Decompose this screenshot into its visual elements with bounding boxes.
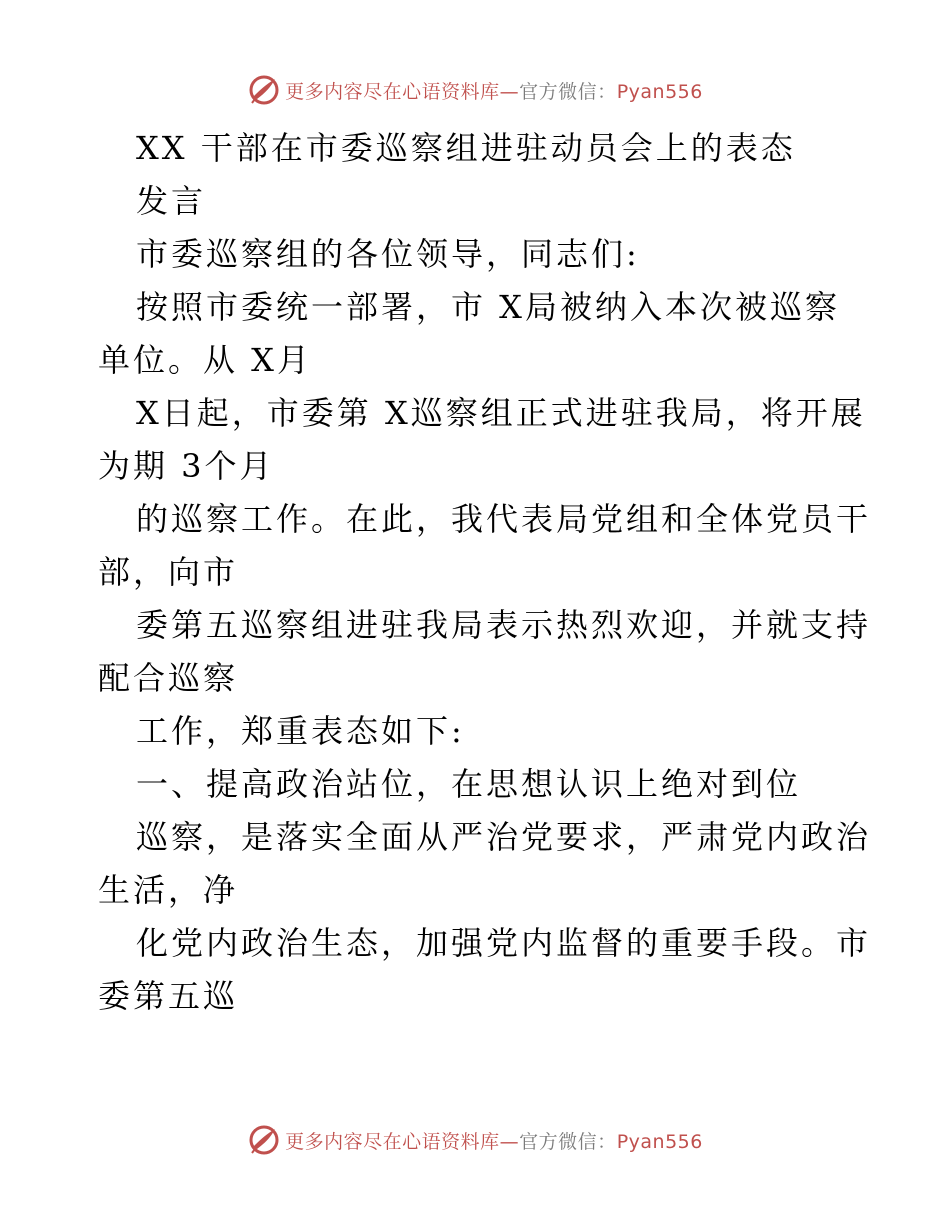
doc-line: 一、提高政治站位，在思想认识上绝对到位 <box>136 765 802 803</box>
doc-line: 为期 3个月 <box>98 447 275 485</box>
doc-line: 发言 <box>136 182 207 220</box>
watermark-main: 更多内容尽在心语资料库 <box>285 80 500 103</box>
doc-line: XX 干部在市委巡察组进驻动员会上的表态 <box>136 129 796 167</box>
doc-line: 工作，郑重表态如下: <box>136 712 465 750</box>
watermark-text <box>285 77 703 104</box>
doc-line: 配合巡察 <box>98 659 239 697</box>
doc-line: 生活，净 <box>98 871 239 909</box>
watermark-label: 官方微信： <box>519 80 617 103</box>
doc-line: X日起，市委第 X巡察组正式进驻我局，将开展 <box>136 394 866 432</box>
doc-line: 单位。从 X月 <box>98 341 312 379</box>
quill-pen-logo-icon <box>247 73 281 107</box>
doc-line: 委第五巡 <box>98 977 239 1015</box>
doc-line: 的巡察工作。在此，我代表局党组和全体党员干 <box>136 500 872 538</box>
watermark-handle: Pyan556 <box>616 1130 703 1153</box>
watermark-separator: — <box>499 1130 520 1153</box>
watermark-text <box>285 1127 703 1154</box>
doc-line: 巡察，是落实全面从严治党要求，严肃党内政治 <box>136 818 872 856</box>
doc-line: 化党内政治生态，加强党内监督的重要手段。市 <box>136 924 872 962</box>
watermark-label: 官方微信： <box>519 1130 617 1153</box>
doc-line: 市委巡察组的各位领导，同志们: <box>136 235 640 273</box>
watermark-handle: Pyan556 <box>616 80 703 103</box>
footer-watermark <box>0 1120 950 1160</box>
watermark-main: 更多内容尽在心语资料库 <box>285 1130 500 1153</box>
document-body <box>98 122 872 1023</box>
doc-line: 按照市委统一部署，市 X局被纳入本次被巡察 <box>136 288 840 326</box>
watermark-separator: — <box>499 80 520 103</box>
quill-pen-logo-icon <box>247 1123 281 1157</box>
header-watermark <box>0 70 950 110</box>
doc-line: 委第五巡察组进驻我局表示热烈欢迎，并就支持 <box>136 606 872 644</box>
doc-line: 部，向市 <box>98 553 239 591</box>
